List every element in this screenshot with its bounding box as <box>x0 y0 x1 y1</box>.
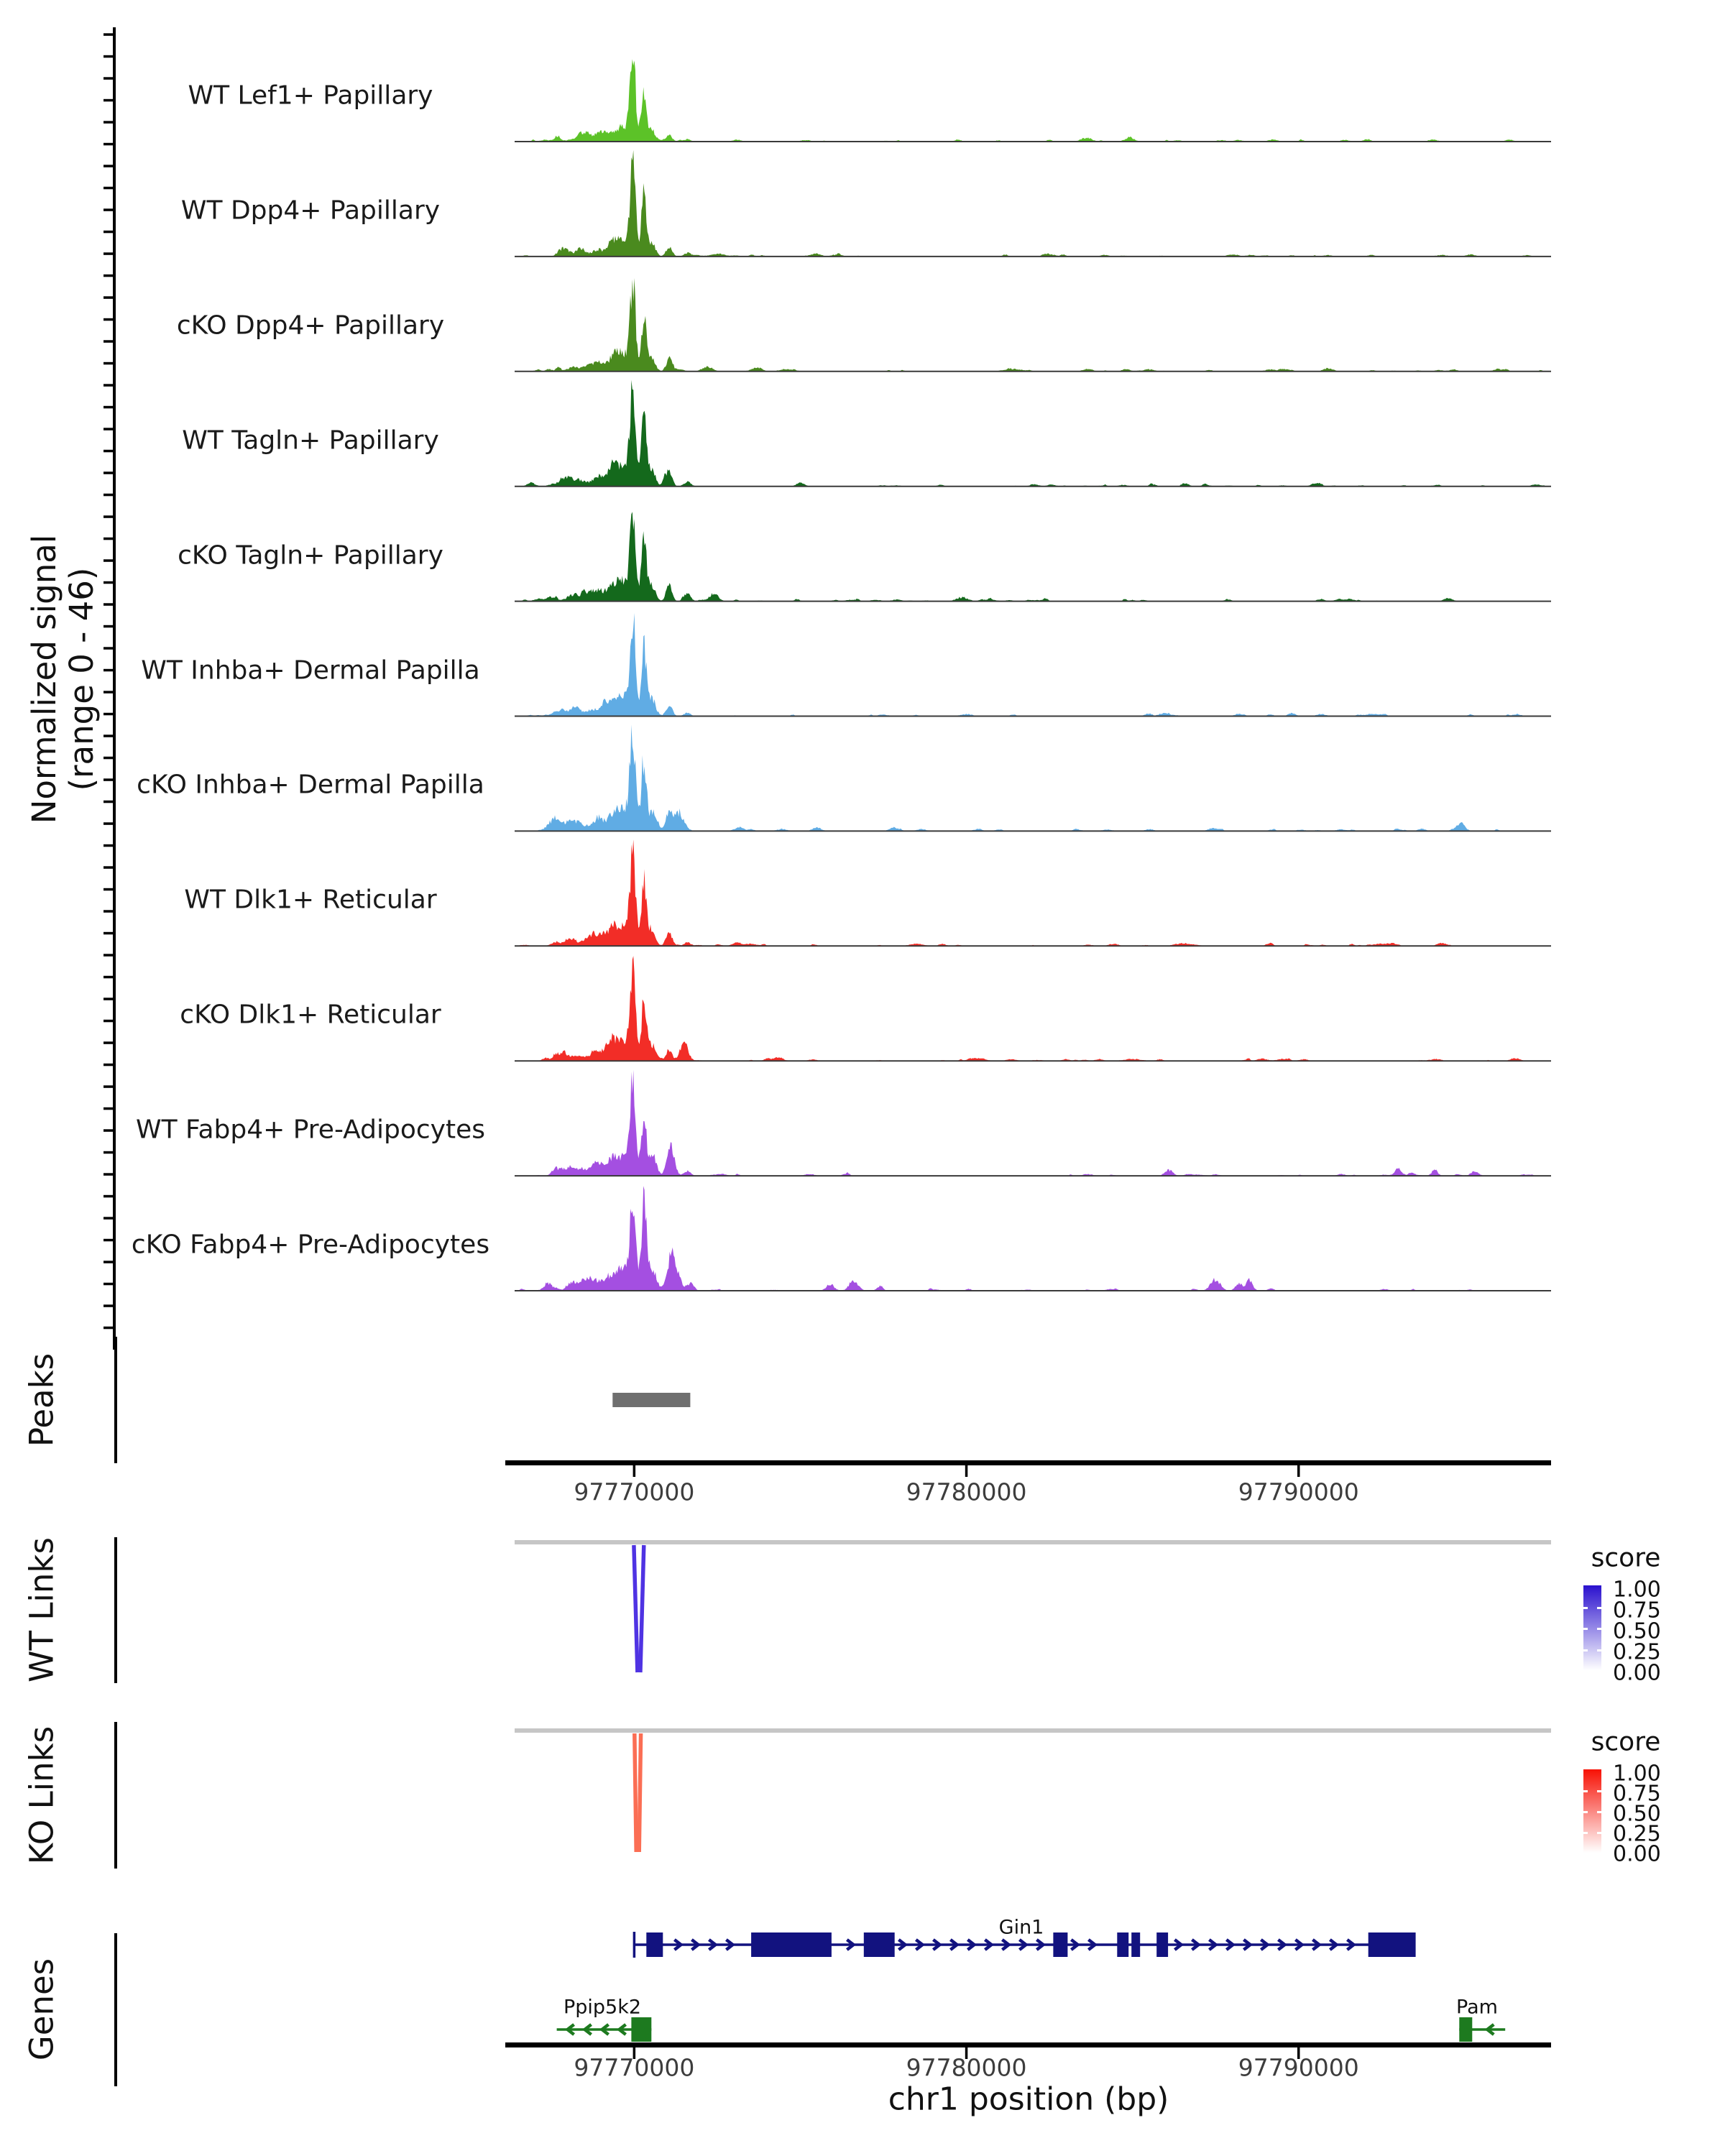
score-legend-tick-label: 0.25 <box>1613 1639 1661 1665</box>
track-label: WT Fabp4+ Pre-Adipocytes <box>136 1115 485 1145</box>
track-label: cKO Inhba+ Dermal Papilla <box>137 770 484 800</box>
signal-y-axis-tick <box>104 713 113 716</box>
gene-label-pam: Pam <box>1456 1996 1498 2019</box>
x-axis-tick <box>1297 1465 1300 1477</box>
x-axis-tick <box>633 1465 636 1477</box>
ko-links-section <box>114 1722 1551 1869</box>
score-legend-tick-label: 0.50 <box>1613 1618 1661 1644</box>
x-axis-tick-label: 97790000 <box>1238 1478 1359 1506</box>
signal-y-axis-tick <box>104 976 113 979</box>
signal-y-axis-tick <box>104 318 113 321</box>
signal-y-axis-tick <box>104 121 113 124</box>
track-label: WT Inhba+ Dermal Papilla <box>141 655 480 685</box>
signal-y-axis-tick <box>104 822 113 825</box>
peaks-section <box>114 1337 690 1463</box>
coverage-area <box>515 839 1551 946</box>
exon-box <box>1156 1932 1168 1957</box>
signal-y-axis-tick <box>104 757 113 760</box>
signal-y-axis-tick <box>104 1304 113 1307</box>
colorbar-tick <box>1597 1811 1601 1813</box>
track-label: WT Dpp4+ Papillary <box>180 195 441 226</box>
ko-score-legend-title: score <box>1591 1727 1661 1757</box>
exon-box <box>1053 1932 1067 1957</box>
x-axis-tick-label: 97780000 <box>906 1478 1027 1506</box>
signal-y-axis-tick <box>104 801 113 803</box>
section-label-wt-links: WT Links <box>22 1537 61 1682</box>
links-baseline <box>515 1728 1551 1733</box>
y-axis-label <box>26 535 101 824</box>
signal-y-axis-tick <box>104 888 113 891</box>
signal-y-axis-tick <box>104 471 113 474</box>
signal-y-axis-tick <box>104 866 113 869</box>
coverage-track <box>515 59 1551 142</box>
signal-y-axis-tick <box>104 581 113 584</box>
signal-y-axis-tick <box>104 691 113 694</box>
x-axis-tick-label: 97790000 <box>1238 2053 1359 2082</box>
signal-y-axis-tick <box>104 1020 113 1023</box>
score-legend-tick-label: 0.75 <box>1613 1781 1661 1807</box>
score-legend-tick-label: 0.00 <box>1613 1660 1661 1686</box>
signal-y-axis-tick <box>104 143 113 146</box>
track-label: cKO Dlk1+ Reticular <box>180 1000 441 1030</box>
signal-y-axis-tick <box>104 625 113 628</box>
signal-y-axis-tick <box>104 99 113 102</box>
signal-y-axis-tick <box>104 1041 113 1044</box>
signal-y-axis-tick <box>104 406 113 409</box>
signal-y-axis-tick <box>104 252 113 255</box>
colorbar-tick <box>1597 1832 1601 1834</box>
signal-y-axis-tick <box>104 77 113 80</box>
colorbar-tick <box>1583 1790 1588 1792</box>
signal-y-axis-tick <box>104 910 113 913</box>
gene-label-ppip5k2: Ppip5k2 <box>563 1996 642 2019</box>
coverage-area <box>515 1186 1551 1291</box>
signal-y-axis-tick <box>104 1151 113 1154</box>
signal-y-axis-tick <box>104 669 113 672</box>
signal-y-axis <box>104 27 116 1350</box>
colorbar-tick <box>1583 1607 1588 1609</box>
exon-box <box>1459 2017 1472 2042</box>
gene-label-gin1: Gin1 <box>998 1916 1044 1939</box>
colorbar-tick <box>1583 1649 1588 1651</box>
signal-y-axis-tick <box>104 1261 113 1263</box>
track-label: cKO Dpp4+ Papillary <box>176 310 445 341</box>
section-label-genes: Genes <box>22 1958 61 2061</box>
track-label: cKO Fabp4+ Pre-Adipocytes <box>131 1230 490 1260</box>
signal-y-axis-tick <box>104 231 113 234</box>
colorbar-tick <box>1583 1811 1588 1813</box>
colorbar-tick <box>1597 1628 1601 1630</box>
signal-y-axis-tick <box>104 603 113 606</box>
signal-y-axis-tick <box>104 494 113 497</box>
genomic-x-axis <box>505 1460 1551 1477</box>
signal-y-axis-tick <box>104 954 113 957</box>
signal-y-axis-tick <box>104 275 113 277</box>
x-axis-tick-label: 97770000 <box>574 2053 695 2082</box>
score-legend-tick-label: 1.00 <box>1613 1577 1661 1603</box>
wt-links-section <box>114 1537 1551 1683</box>
gene-model <box>1459 2017 1505 2042</box>
track-label: WT Tagln+ Papillary <box>182 425 439 456</box>
signal-y-axis-tick <box>104 1085 113 1088</box>
y-axis-label-line1: Normalized signal <box>24 534 63 824</box>
coverage-track <box>515 839 1551 946</box>
signal-y-axis-tick <box>104 187 113 190</box>
exon-box <box>1131 1932 1140 1957</box>
x-axis-line <box>505 2042 1551 2047</box>
signal-y-axis-tick <box>104 33 113 36</box>
track-label: WT Lef1+ Papillary <box>188 80 433 111</box>
coverage-track <box>515 512 1551 601</box>
coverage-track <box>515 724 1551 831</box>
signal-y-axis-tick <box>104 1195 113 1198</box>
links-baseline <box>515 1540 1551 1544</box>
signal-y-axis-tick <box>104 998 113 1000</box>
signal-y-axis-tick <box>104 208 113 211</box>
signal-y-axis-tick <box>104 296 113 299</box>
coverage-tracks <box>515 59 1551 1291</box>
signal-y-axis-tick <box>104 538 113 540</box>
y-axis-label-line2: (range 0 - 46) <box>63 567 101 791</box>
signal-y-axis-tick <box>104 165 113 167</box>
coverage-area <box>515 724 1551 831</box>
score-legend-tick-label: 0.00 <box>1613 1841 1661 1867</box>
section-label-ko-links: KO Links <box>22 1726 61 1865</box>
coverage-track <box>515 150 1551 257</box>
track-label: WT Dlk1+ Reticular <box>184 885 437 915</box>
links-axis-line <box>114 1537 117 1683</box>
link-edge <box>639 1733 640 1852</box>
signal-y-axis-tick <box>104 515 113 518</box>
signal-y-axis-tick <box>104 1239 113 1242</box>
signal-y-axis-tick <box>104 362 113 365</box>
coverage-area <box>515 956 1551 1061</box>
link-edge <box>634 1545 638 1672</box>
x-axis-tick <box>965 1465 968 1477</box>
gene-model <box>557 2017 652 2042</box>
coverage-area <box>515 613 1551 717</box>
signal-y-axis-tick <box>104 844 113 847</box>
signal-y-axis-tick <box>104 384 113 387</box>
signal-y-axis-tick <box>104 1129 113 1132</box>
link-edge <box>635 1733 636 1852</box>
colorbar-tick <box>1597 1790 1601 1792</box>
coverage-area <box>515 278 1551 372</box>
exon-box <box>646 1932 663 1957</box>
signal-y-axis-line <box>113 27 116 1350</box>
coverage-area <box>515 380 1551 487</box>
x-axis-tick-label: 97770000 <box>574 1478 695 1506</box>
score-legend-tick-label: 0.25 <box>1613 1821 1661 1847</box>
score-legend-tick-label: 0.50 <box>1613 1801 1661 1827</box>
score-legend-tick-label: 0.75 <box>1613 1598 1661 1623</box>
signal-y-axis-tick <box>104 428 113 430</box>
signal-y-axis-tick <box>104 340 113 343</box>
track-label: cKO Tagln+ Papillary <box>178 540 443 571</box>
links-axis-line <box>114 1722 117 1869</box>
signal-y-axis-tick <box>104 1283 113 1286</box>
coverage-area <box>515 59 1551 142</box>
wt-score-legend-title: score <box>1591 1543 1661 1573</box>
signal-y-axis-tick <box>104 55 113 58</box>
coverage-track <box>515 1070 1551 1176</box>
exon-box <box>1117 1932 1128 1957</box>
colorbar-tick <box>1597 1649 1601 1651</box>
colorbar-tick <box>1597 1607 1601 1609</box>
link-edge <box>640 1545 644 1672</box>
coverage-track <box>515 380 1551 487</box>
exon-box <box>631 2017 651 2042</box>
x-axis-line <box>505 1460 1551 1465</box>
signal-y-axis-tick <box>104 1217 113 1220</box>
coverage-track <box>515 278 1551 372</box>
signal-y-axis-tick <box>104 559 113 562</box>
signal-y-axis-tick <box>104 1064 113 1067</box>
coverage-track <box>515 1186 1551 1291</box>
signal-y-axis-tick <box>104 932 113 935</box>
signal-y-axis-tick <box>104 450 113 453</box>
x-axis-tick-label: 97780000 <box>906 2053 1027 2082</box>
signal-y-axis-tick <box>104 1173 113 1176</box>
signal-y-axis-tick <box>104 734 113 737</box>
peak-region-bar <box>612 1393 690 1407</box>
coverage-track <box>515 613 1551 717</box>
genes-axis-line <box>114 1933 117 2086</box>
coverage-area <box>515 150 1551 257</box>
exon-box <box>1368 1932 1416 1957</box>
coverage-area <box>515 512 1551 601</box>
coverage-area <box>515 1070 1551 1176</box>
coverage-track <box>515 956 1551 1061</box>
exon-box <box>751 1932 832 1957</box>
signal-y-axis-tick <box>104 778 113 781</box>
colorbar-tick <box>1583 1832 1588 1834</box>
section-label-peaks: Peaks <box>22 1353 61 1447</box>
exon-box <box>864 1932 895 1957</box>
colorbar-tick <box>1583 1628 1588 1630</box>
x-axis-title: chr1 position (bp) <box>888 2081 1169 2118</box>
signal-y-axis-tick <box>104 1107 113 1110</box>
peaks-axis-line <box>114 1337 117 1463</box>
score-legend-tick-label: 1.00 <box>1613 1761 1661 1787</box>
signal-y-axis-tick <box>104 647 113 650</box>
signal-y-axis-tick <box>104 1327 113 1330</box>
